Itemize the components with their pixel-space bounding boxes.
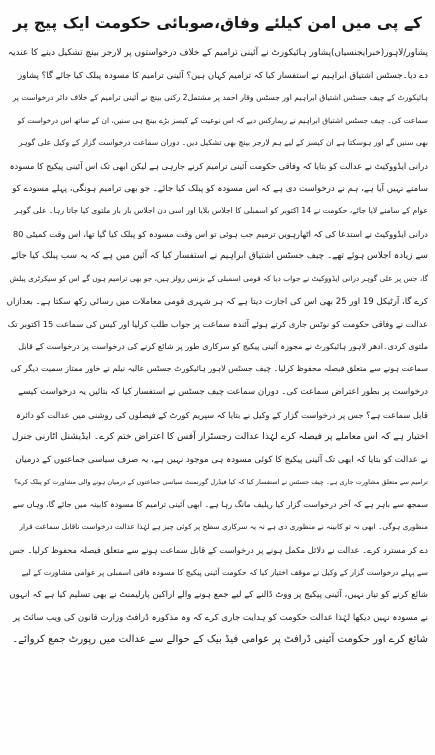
article-headline: کے پی میں امن کیلئے وفاق،صوبائی حکومت ایک پیج پر	[13, 14, 422, 32]
article-line: قابل سماعت ہے؟ جس پر درخواست گزار کے وکیل نے بتایا کہ سپریم کورٹ کے فیصلوں کی روشنی میں عدالت کو دائرہ	[16, 409, 428, 420]
article-line: منظوری ہوگی۔ ابھی نہ تو کابینہ نے منظوری دی ہے نہ یہ سرکاری سطح پر کوئی چیز ہے لہٰذا عدالت درخواست ناقابل سماعت قرار	[19, 522, 428, 532]
article-line: درانی ایڈووکیٹ نے استدعا کی کہ اٹھارہویں ترمیم جب ہوئی تو اس وقت مسودہ کو پبلک کیا گیا تھا، اس وقت کمیٹی 80	[12, 228, 428, 239]
article-line: سماعت کی۔ چیف جسٹس اشتیاق ابراہیم نے ریمارکس دیے کہ اس نوعیت کے کیسز بڑے بینچ ہی سنیں، ان کے ساتھ اس درخواست کو	[17, 115, 428, 125]
article-line: سماعت ہونے سے متعلق فیصلہ محفوظ کرلیا۔ چیف جسٹس لاہور ہائیکورٹ جسٹس عالیہ نیلم نے خاور ممتاز سمیت دیگر کی	[10, 364, 428, 374]
article-line: کرے گا، آرٹیکل 19 اور 25 بھی اس کی اجازت دیتا ہے کہ ہر شہری قومی معاملات میں رسائی رکھ سکتا ہے۔ بعدازاں	[7, 296, 428, 307]
article-line: ملتوی کردی۔ادھر لاہور ہائیکورٹ نے مجوزہ آئینی پیکیج کو سرکاری طور پر شائع کرنے کی درخواست پر درخواست کے قابل	[18, 341, 428, 351]
article-line: درخواست پر بطور اعتراض سماعت کی۔ دوران سماعت چیف جسٹس نے استفسار کیا کہ بتائیں یہ درخواست کیسے	[18, 386, 428, 397]
article-line: شائع کرے اور حکومت آئینی ڈرافٹ پر عوامی فیڈ بیک کے حوالے سے عدالت میں رپورٹ جمع کروائے۔	[12, 634, 428, 646]
article-line: ہائیکورٹ کے چیف جسٹس اشتیاق ابراہیم اور جسٹس وقار احمد پر مشتمل2 رکنی بینچ نے آئینی ترامیم کے خلاف دائر درخواست پر	[12, 93, 428, 103]
article-line: سے زیادہ اجلاس ہوئے تھے۔ چیف جسٹس اشتیاق ابراہیم نے استفسار کیا کہ آئین میں ہے کہ یہ سب پبلک کیا جائے	[10, 251, 428, 262]
article-line: دے دیا۔جسٹس اشتیاق ابراہیم نے استفسار کیا کہ ترامیم کہاں ہیں؟ آئینی ترامیم کا مسودہ پبلک کیا جائے گا؟ پشاور	[17, 70, 428, 81]
article-line: نے عدالت کو بتایا کہ ابھی تک آئینی پیکیج کا کوئی مسودہ ہی موجود نہیں ہے، یہ صرف سیاسی جماعتوں کے درمیان	[15, 454, 428, 465]
article-line: عوام کے سامنے لایا جائے، حکومت نے 14 اکتوبر کو اسمبلی کا اجلاس بلایا اور اسی دن اجلاس بار بار ملتوی کیا جاتا رہا۔ علی گوہر	[14, 206, 428, 216]
article-line: ترامیم سے متعلق مشاورت جاری ہے۔ چیف جسٹس نے استفسار کیا کہ کیا فیڈرل گورنمنٹ سیاسی جماعتوں کے درمیان ہونے والی مشاورت کو پبلک کرے؟	[14, 478, 428, 487]
article-line: شائع کرنے کو تیار نہیں، آئینی پیکیج پر ووٹ ڈالنے کے لیے جمع ہونے والے اراکین پارلیمنٹ نے بھی تسلیم کیا ہے کہ انہوں	[9, 590, 428, 601]
article-line: بھی سنیں گے اور ہوسکتا ہے ان کیسز کے لیے ہم لارجر بینچ بھی تشکیل دیں۔ دوران سماعت درخواست گزار کے وکیل علی گوہر	[18, 138, 428, 148]
article-line: نے مسودہ نہیں دیکھا لہٰذا عدالت حکومت کو ہدایت جاری کرے کہ وہ مذکورہ ڈرافٹ وزارت قانون کی ویب سائٹ پر	[13, 612, 428, 623]
article-line: درانی ایڈووکیٹ نے عدالت کو بتایا کہ وفاقی حکومت آئینی ترامیم کرنے جارہی ہے لیکن ابھی تک اس آئینی پیکیج کا مسودہ	[9, 160, 428, 171]
article-line: اختیار ہے کہ اس معاملے پر فیصلہ کرے لہٰذا عدالت رجسٹرار آفس کا اعتراض ختم کرے۔ ایڈیشنل اٹارنی جنرل	[11, 431, 428, 443]
article-line: عدالت نے وفاقی حکومت کو نوٹس جاری کرتے ہوئے آئندہ سماعت پر جواب طلب کرلیا اور کیس کی سماعت 15 اکتوبر تک	[7, 319, 428, 330]
article-body	[7, 42, 428, 652]
article-line: گا، جس پر علی گوہر درانی ایڈووکیٹ نے جواب دیا کہ قومی اسمبلی کے بزنس رولز ہیں، جو بھی ترامیم ہوں گے اس کو سیکرٹری پبلش	[9, 273, 428, 283]
article-line: پشاور/لاہور(خبرایجنسیاں)پشاور ہائیکورٹ نے آئینی ترامیم کے خلاف درخواستوں پر لارجر بینچ تشکیل دینے کا عندیہ	[7, 48, 428, 58]
article-line: سمجھ سے باہر ہے کہ آخر درخواست گزار کیا ریلیف مانگ رہا ہے۔ ابھی آئینی ترامیم کا مسودہ کابینہ میں جائے گا، وہاں سے	[12, 499, 428, 509]
article-line: سے پہلے درخواست گزار کے وکیل نے موقف اختیار کیا کہ حکومت آئینی پیکیج کا مسودہ فاقی اسمبلی پر عوامی مشاورت کے لیے	[21, 567, 428, 577]
article-line: دے کر مسترد کرے۔ عدالت نے دلائل مکمل ہونے پر درخواست کے قابل سماعت ہونے سے متعلق فیصلہ محفوظ کرلیا۔ جس	[9, 545, 428, 556]
article-line: سامنے نہیں آیا ہے، ہم نے درخواست دی ہے کہ اس مسودہ کو پبلک کیا جائے۔ جو بھی ترامیم ہونگی، پہلے مسودے کو	[12, 183, 428, 194]
